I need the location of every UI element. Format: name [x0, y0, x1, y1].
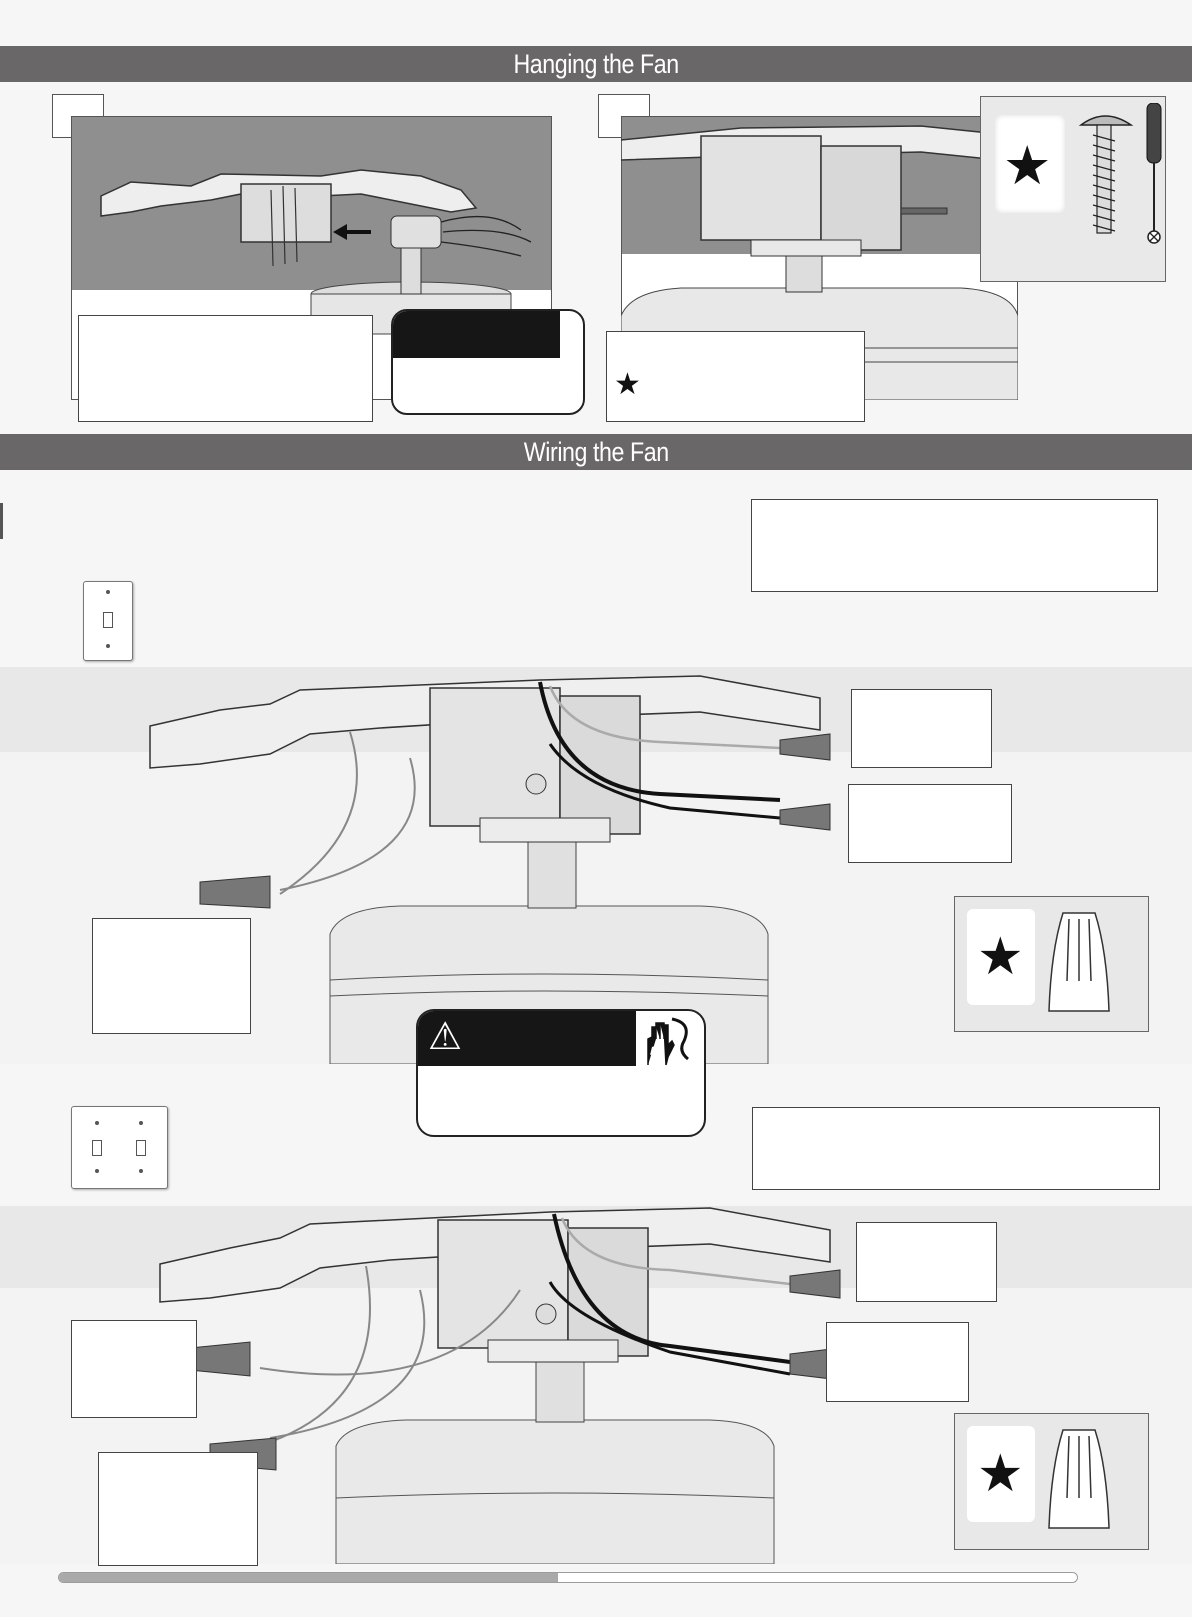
- wire-label-box-1a: [851, 689, 992, 768]
- wiring-note-box-2: [752, 1107, 1160, 1190]
- star-icon: ★: [1003, 136, 1052, 196]
- wire-nut-icon: [1047, 1428, 1111, 1532]
- caution-header: [393, 311, 560, 358]
- hardware-bag: [967, 1426, 1035, 1522]
- step-1-instruction-box: [78, 315, 373, 422]
- section-banner-wiring: [0, 434, 1192, 470]
- hardware-bag: [995, 115, 1065, 213]
- wire-label-box-2d: [98, 1452, 258, 1566]
- section-title-wiring: Wiring the Fan: [523, 437, 669, 467]
- wiring-diagram-double-switch: [150, 1198, 870, 1564]
- wire-label-box-1c: [92, 918, 251, 1034]
- double-switch-icon: [71, 1106, 168, 1189]
- hardware-callout-screw: [980, 96, 1166, 282]
- wiring-note-box-1: [751, 499, 1158, 592]
- caution-box: [391, 309, 585, 415]
- screw-icon: [1075, 103, 1165, 279]
- star-icon: ★: [977, 1445, 1024, 1503]
- wire-nut-icon: [1047, 911, 1111, 1015]
- wire-label-box-2c: [71, 1320, 197, 1418]
- section-title-hanging: Hanging the Fan: [513, 49, 679, 79]
- hardware-bag: [967, 909, 1035, 1005]
- wire-label-box-2a: [856, 1222, 997, 1302]
- hardware-callout-wirenut-1: [954, 896, 1149, 1032]
- electric-shock-hand-icon: [642, 1017, 700, 1067]
- page-progress-bar: [58, 1572, 1078, 1583]
- step-2-instruction-box: [606, 331, 865, 422]
- page-progress-fill: [59, 1573, 558, 1582]
- star-icon: ★: [977, 928, 1024, 986]
- wire-label-box-1b: [848, 784, 1012, 863]
- warning-box: [416, 1009, 706, 1137]
- section-banner-hanging: [0, 46, 1192, 82]
- warning-header: [418, 1011, 636, 1066]
- hardware-callout-wirenut-2: [954, 1413, 1149, 1550]
- single-switch-icon: [83, 581, 133, 661]
- warning-triangle-icon: ⚠: [428, 1016, 463, 1058]
- star-icon: ★: [614, 368, 641, 401]
- page-edge-marker: [0, 503, 3, 539]
- wire-label-box-2b: [826, 1322, 969, 1402]
